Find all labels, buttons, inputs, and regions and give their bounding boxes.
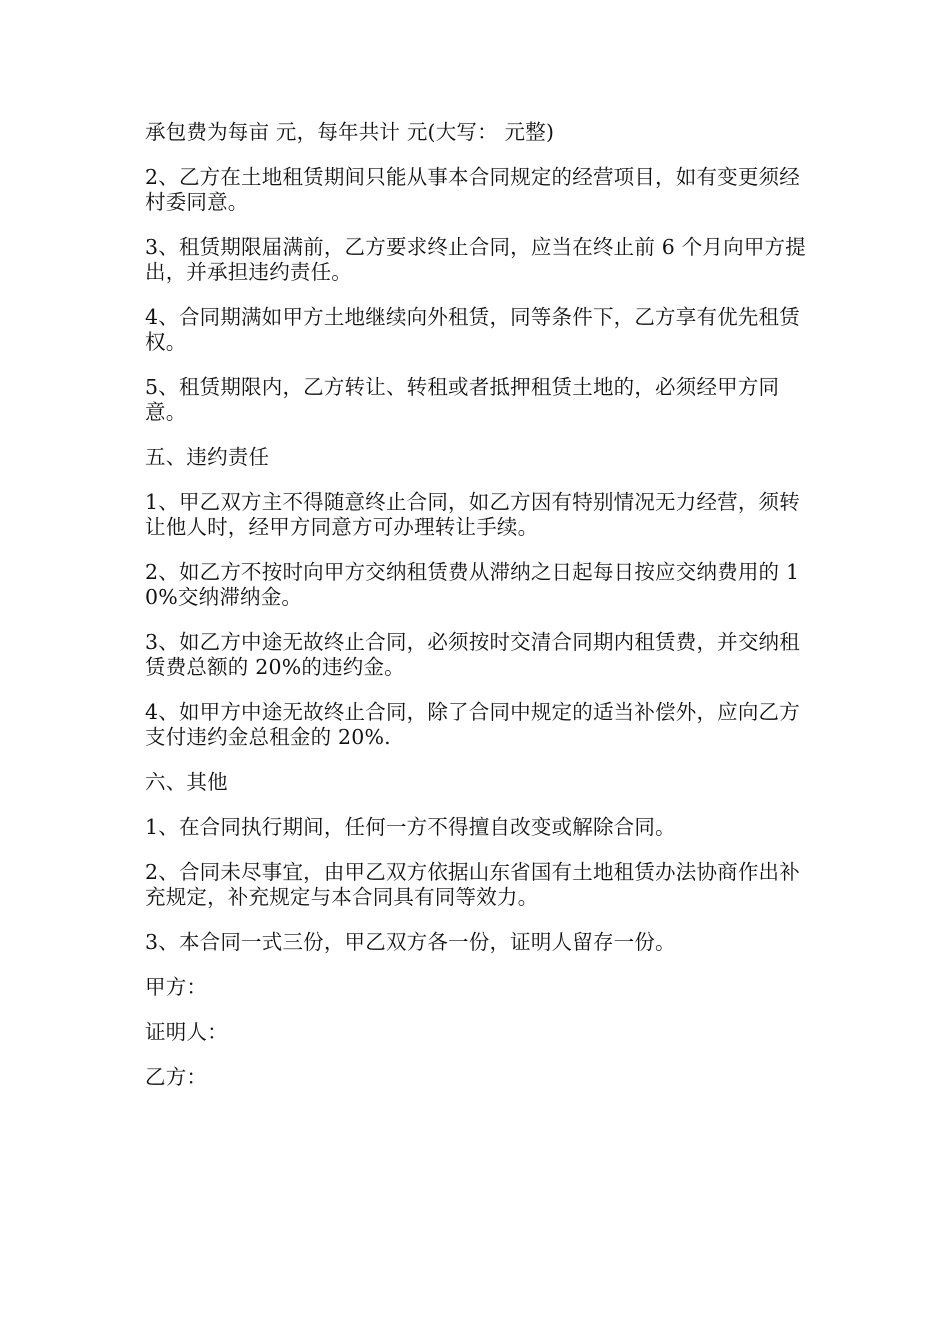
breach-clause-2: 2、如乙方不按时向甲方交纳租赁费从滞纳之日起每日按应交纳费用的 10%交纳滞纳金。 [145, 560, 800, 609]
other-clause-2: 2、合同未尽事宜，由甲乙双方依据山东省国有土地租赁办法协商作出补充规定，补充规定与本合同具有同等效力。 [145, 860, 800, 909]
breach-clause-1: 1、甲乙双方主不得随意终止合同，如乙方因有特别情况无力经营，须转让他人时，经甲方同意方可办理转让手续。 [145, 490, 800, 539]
clause-4-priority-lease: 4、合同期满如甲方土地继续向外租赁，同等条件下，乙方享有优先租赁权。 [145, 305, 800, 354]
signature-party-a: 甲方： [145, 975, 208, 999]
signature-party-b: 乙方： [145, 1065, 208, 1089]
contract-body [145, 120, 810, 1110]
breach-clause-3: 3、如乙方中途无故终止合同，必须按时交清合同期内租赁费，并交纳租赁费总额的 20%的违约金。 [145, 630, 800, 679]
breach-clause-4: 4、如甲方中途无故终止合同，除了合同中规定的适当补偿外，应向乙方支付违约金总租金的 20%. [145, 700, 800, 749]
signature-witness: 证明人： [145, 1020, 228, 1044]
contract-fee-clause: 承包费为每亩 元，每年共计 元(大写： 元整) [145, 120, 555, 144]
clause-2-business-scope: 2、乙方在土地租赁期间只能从事本合同规定的经营项目，如有变更须经村委同意。 [145, 165, 800, 214]
clause-5-transfer-consent: 5、租赁期限内，乙方转让、转租或者抵押租赁土地的，必须经甲方同意。 [145, 375, 780, 424]
section-heading-other: 六、其他 [145, 770, 228, 794]
other-clause-1: 1、在合同执行期间，任何一方不得擅自改变或解除合同。 [145, 815, 676, 839]
other-clause-3: 3、本合同一式三份，甲乙双方各一份，证明人留存一份。 [145, 930, 676, 954]
section-heading-breach: 五、违约责任 [145, 445, 270, 469]
clause-3-early-termination: 3、租赁期限届满前，乙方要求终止合同，应当在终止前 6 个月向甲方提出，并承担违约责任。 [145, 235, 806, 284]
